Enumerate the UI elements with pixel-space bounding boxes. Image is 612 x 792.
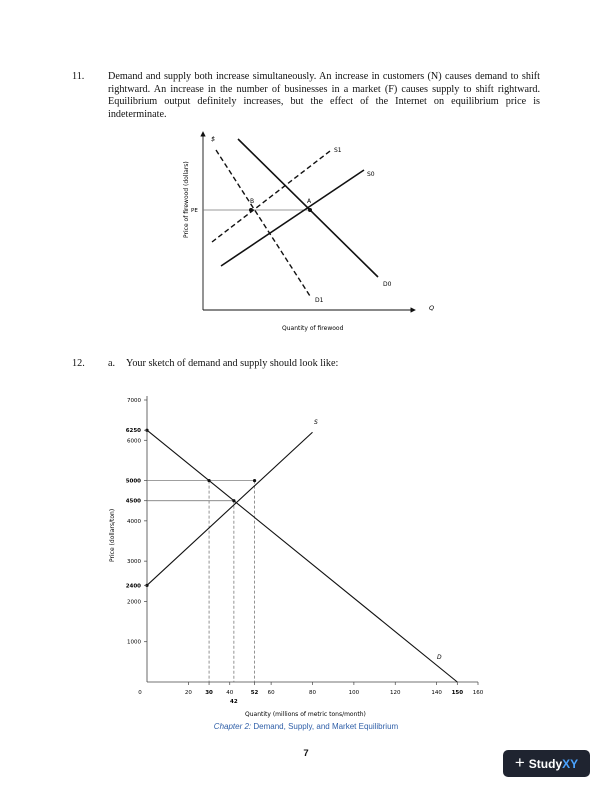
fig1-point-a-label: A [307,198,312,205]
fig1-y-label: Price of firewood (dollars) [183,161,190,238]
y-tick-label: 4000 [127,518,141,525]
fig1-d0-label: D0 [383,281,392,288]
fig1-point-b [249,208,253,212]
demand-supply-chart [0,380,612,740]
chapter-caption-rest: Demand, Supply, and Market Equilibrium [251,722,399,731]
y-tick-label: 2400 [125,583,141,590]
x-tick-label: 60 [267,690,275,696]
question-12-part: a. [108,358,116,369]
y-tick-label: 6250 [125,428,141,435]
chapter-caption-italic: Chapter 2: [213,722,252,731]
fig1-pe-label: PE [191,208,198,214]
x-tick-label: 20 [184,690,192,696]
y-tick-label: 6000 [127,438,141,445]
y-tick-label: 4500 [125,498,141,505]
studyxy-badge[interactable] [503,750,590,777]
y-tick-label: 7000 [127,398,141,404]
x-tick-label: 0 [138,690,142,696]
fig1-point-b-label: B [250,198,255,205]
question-12-text: Your sketch of demand and supply should look like: [126,358,339,369]
y-tick-label: 3000 [127,559,141,566]
x-tick-label: 150 [451,690,464,696]
fig1-x-symbol: Q [429,304,435,312]
question-12-number: 12. [72,358,85,369]
fig1-s0-label: S0 [367,171,375,178]
fig1-point-a [308,208,312,212]
plus-icon: + [514,753,525,772]
x-tick-label-42: 42 [230,699,238,705]
chart2-supply-label: S [314,419,318,426]
y-tick-label: 1000 [127,639,141,646]
y-tick-label: 2000 [127,599,141,606]
fig1-x-label: Quantity of firewood [282,325,344,332]
x-tick-label: 30 [205,690,213,696]
x-tick-label: 52 [250,690,259,696]
fig1-s1-line [212,151,330,242]
series-s-line [147,432,313,585]
fig1-d1-label: D1 [315,297,324,304]
fig1-s1-label: S1 [334,147,342,154]
series-d-line [147,430,457,682]
y-tick-label: 5000 [125,478,141,485]
x-tick-label: 100 [348,690,360,696]
x-tick-label: 160 [472,690,484,696]
badge-text: StudyXY [528,756,579,771]
chart2-x-label: Quantity (millions of metric tons/month) [245,711,366,718]
question-11-number: 11. [72,71,85,82]
x-tick-label: 40 [226,690,234,696]
fig1-y-symbol: $ [211,135,216,143]
fig1-s0-line [221,170,364,266]
chart2-y-label: Price (dollars/ton) [109,508,116,562]
chapter-caption [0,722,612,731]
ref-point [253,479,256,482]
fig1-d1-line [216,150,310,296]
question-11-text: Demand and supply both increase simultaneously. An increase in customers (N) causes demand to shift rightward. An increase in the number of businesses in a market (F) causes supply to shift rightward. Equilibrium output definitely increases, but the effect of the Internet on equilibrium price is indeterminate. [108,71,540,120]
page-number: 7 [303,748,309,759]
x-tick-label: 140 [431,690,442,696]
chart2-demand-label: D [437,654,442,661]
firewood-supply-demand-figure [0,0,612,340]
x-tick-label: 80 [309,690,316,696]
x-tick-label: 120 [390,690,401,696]
